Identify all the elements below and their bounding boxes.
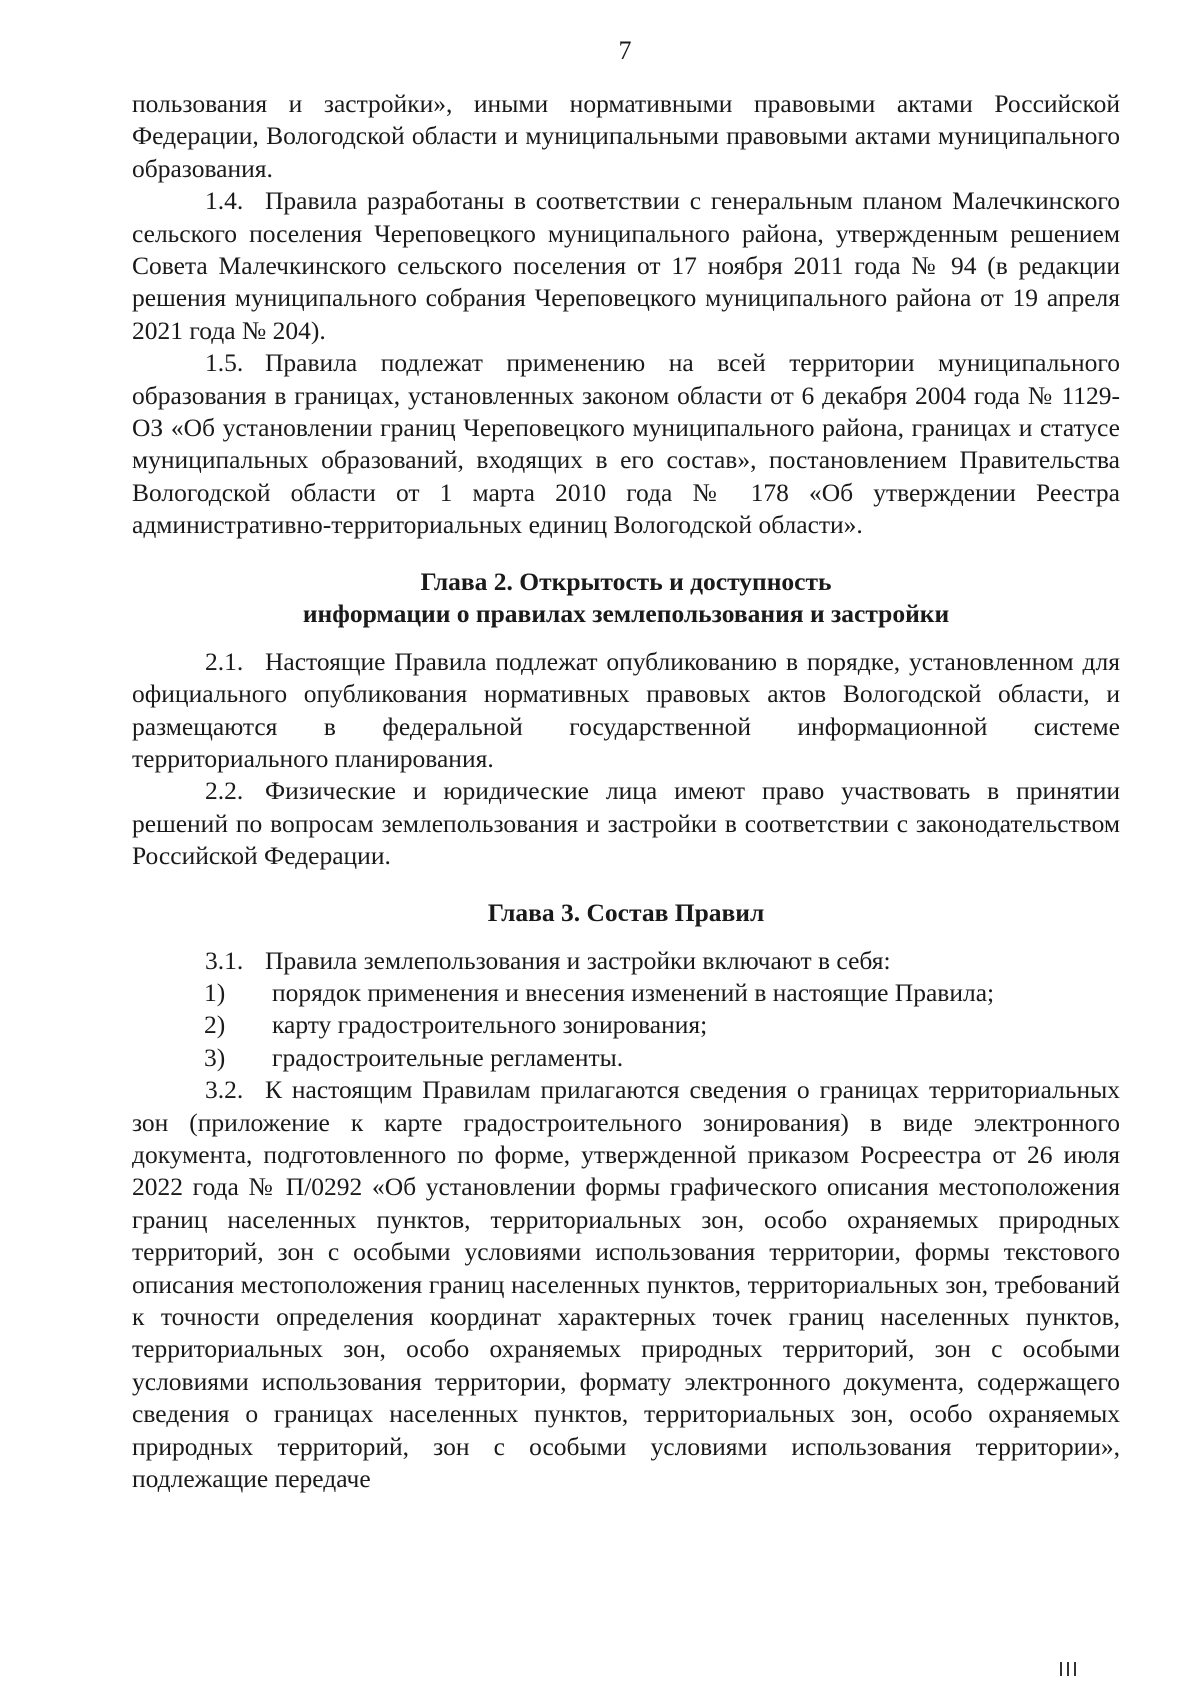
list-item <box>132 1009 1120 1041</box>
clause-text: Правила разработаны в соответствии с генеральным планом Малечкинского сельского поселения Череповецкого муниципального района, утвержденным решением Совета Малечкинского сельского поселения от 17 ноября 2011 года № 94 (в редакции решения муниципального собрания Череповецкого муниципального района от 19 апреля 2021 года № 204). <box>132 186 1120 345</box>
chapter-2-title-line2: информации о правилах землепользования и застройки <box>302 598 950 628</box>
clause-number: 3.1. <box>205 945 244 975</box>
paragraph-2-1 <box>132 646 1120 776</box>
page-number: 7 <box>618 36 632 65</box>
scan-tick <box>1067 1662 1069 1676</box>
paragraph-2-2 <box>132 775 1120 872</box>
scan-tick <box>1074 1662 1076 1676</box>
list-text: карту градостроительного зонирования; <box>272 1010 708 1040</box>
clause-text: Физические и юридические лица имеют право участвовать в принятии решений по вопросам землепользования и застройки в соответствии с законодательством Российской Федерации. <box>132 776 1120 871</box>
scan-tick <box>1060 1662 1062 1676</box>
chapter-2-heading <box>132 566 1120 630</box>
paragraph-1-4 <box>132 185 1120 347</box>
paragraph-continuation: пользования и застройки», иными нормативными правовыми актами Российской Федерации, Вологодской области и муниципальными правовыми актами муниципального образования. <box>132 89 1120 183</box>
clause-number: 2.1. <box>205 646 244 676</box>
list-text: градостроительные регламенты. <box>272 1042 624 1072</box>
clause-number: 2.2. <box>205 776 244 806</box>
list-item <box>132 1042 1120 1074</box>
clause-text: Правила подлежат применению на всей территории муниципального образования в границах, установленных законом области от 6 декабря 2004 года № 1129-ОЗ «Об установлении границ Череповецкого муниципального района, границах и статусе муниципальных образований, входящих в его состав», постановлением Правительства Вологодской области от 1 марта 2010 года № 178 «Об утверждении Реестра административно-территориальных единиц Вологодской области». <box>132 348 1120 540</box>
list-text: порядок применения и внесения изменений в настоящие Правила; <box>272 977 995 1007</box>
chapter-2-title-line1: Глава 2. Открытость и доступность <box>420 566 832 596</box>
list-marker: 2) <box>204 1010 226 1040</box>
chapter-3-title: Глава 3. Состав Правил <box>487 897 765 927</box>
document-body <box>132 88 1120 1495</box>
clause-number: 1.4. <box>205 186 244 216</box>
clause-number: 3.2. <box>205 1075 244 1105</box>
clause-text: Настоящие Правила подлежат опубликованию в порядке, установленном для официального опубликования нормативных правовых актов Вологодской области, и размещаются в федеральной государственной информационной системе территориального планирования. <box>132 646 1120 773</box>
list-marker: 3) <box>204 1042 226 1072</box>
paragraph-1-5 <box>132 347 1120 541</box>
paragraph-3-1 <box>132 945 1120 977</box>
chapter-3-heading <box>132 897 1120 929</box>
scan-marks <box>1060 1662 1081 1681</box>
list-item <box>132 977 1120 1009</box>
clause-number: 1.5. <box>205 348 244 378</box>
clause-text: Правила землепользования и застройки включают в себя: <box>265 945 891 975</box>
paragraph-3-2 <box>132 1074 1120 1495</box>
clause-text: К настоящим Правилам прилагаются сведения о границах территориальных зон (приложение к карте градостроительного зонирования) в виде электронного документа, подготовленного по форме, утвержденной приказом Росреестра от 26 июля 2022 года № П/0292 «Об установлении формы графического описания местоположения границ населенных пунктов, территориальных зон, особо охраняемых природных территорий, зон с особыми условиями использования территории, формы текстового описания местоположения границ населенных пунктов, территориальных зон, требований к точности определения координат характерных точек границ населенных пунктов, территориальных зон, особо охраняемых природных территорий, зон с особыми условиями использования территории, формату электронного документа, содержащего сведения о границах населенных пунктов, территориальных зон, особо охраняемых природных территорий, зон с особыми условиями использования территории», подлежащие передаче <box>132 1075 1120 1494</box>
list-marker: 1) <box>204 977 226 1007</box>
